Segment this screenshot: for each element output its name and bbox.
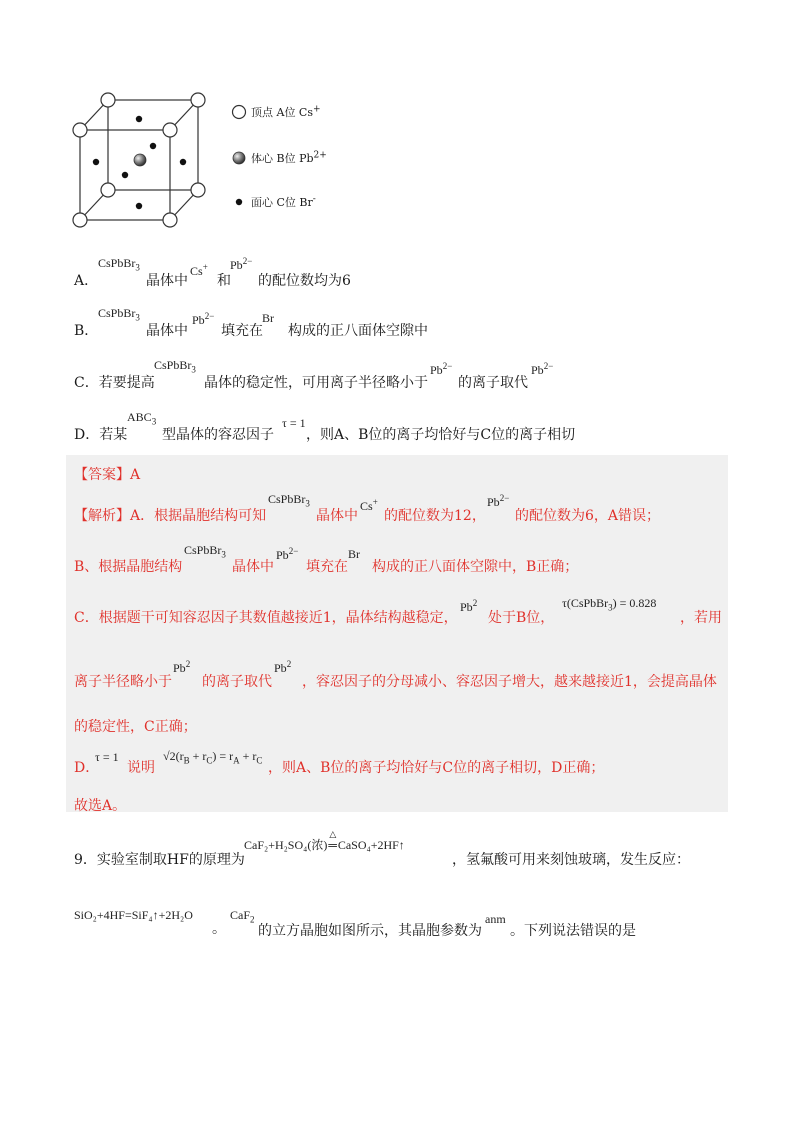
vertex-circle-icon [231,104,247,120]
formula-pb-ion: $Pb^{2-}$ [276,546,299,562]
formula-tau: τ = 1 [95,750,119,764]
formula-pb-ion: $Pb^{2-}$ [430,361,453,377]
face-center-dot-icon [231,194,247,210]
formula-br-ion: Br [262,311,274,325]
legend-body: 体心 B位 $Pb^{2+}$ [251,150,327,165]
formula-pb-ion: $Pb^{2-}$ [230,256,253,272]
formula-tau-cspbbr3: τ(CsPbBr$_3$) = 0.828 [562,596,657,613]
formula-cspbbr3: CsPbBr$_3$ [98,256,140,273]
formula-cspbbr3: CsPbBr$_3$ [98,306,140,323]
legend-vertex: 顶点 A位 Cs+ [251,104,321,119]
formula-br-ion: Br [348,547,360,561]
answer-label: 【答案】A [74,467,141,483]
formula-cspbbr3: CsPbBr$_3$ [268,492,310,509]
reaction-equation-2: SiO₂+4HF=SiF₄↑+2H₂O [74,908,193,922]
formula-radius-relation: $√2(r_B + r_C) = r_A + r_C$ [163,749,263,766]
formula-abc3: $ABC_3$ [127,410,157,427]
formula-caf2: CaF$_2$ [230,908,255,925]
formula-anm: anm [485,912,506,926]
formula-pb-ion: Pb$^2$ [460,598,478,614]
formula-cs-ion: Cs+ [360,497,378,513]
formula-pb-ion: Pb$^2$ [173,659,191,675]
formula-pb-ion: Pb$^2$ [274,659,292,675]
formula-pb-ion: $Pb^{2-}$ [531,361,554,377]
body-center-sphere-icon [231,150,247,166]
formula-cspbbr3: CsPbBr$_3$ [184,543,226,560]
reaction-equation-1: CaF₂+H₂SO₄(浓) △ ═CaSO₄+2HF↑ [244,829,405,852]
formula-cspbbr3: CsPbBr$_3$ [154,358,196,375]
formula-pb-ion: $Pb^{2-}$ [487,493,510,509]
legend-face: 面心 C位 Br- [251,194,316,209]
formula-tau: τ = 1 [282,416,306,430]
perovskite-unit-cell-diagram [60,88,220,228]
formula-pb-ion: $Pb^{2-}$ [192,311,215,327]
formula-cs-ion: Cs+ [190,262,208,278]
